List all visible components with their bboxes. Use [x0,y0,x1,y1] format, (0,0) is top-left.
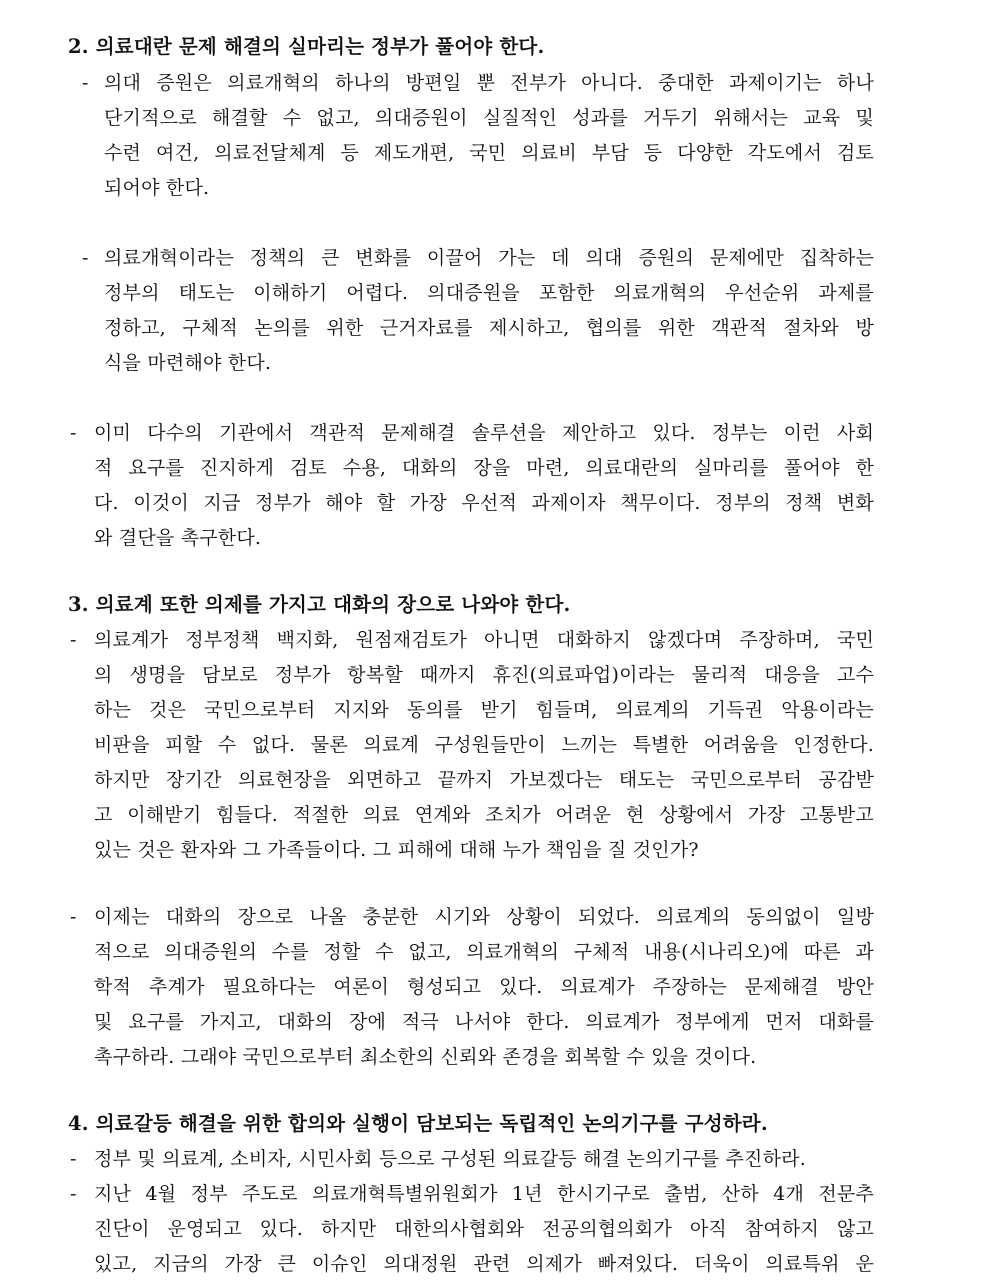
s2-p3-line-4: 와 결단을 촉구한다. [94,527,262,549]
bullet-dash: - [70,906,77,928]
s2-p3-line-1: 이미 다수의 기관에서 객관적 문제해결 솔루션을 제안하고 있다. 정부는 이런 사회 [94,422,874,444]
s2-p2-line-4: 식을 마련해야 한다. [104,352,272,374]
s2-p2-line-1: 의료개혁이라는 정책의 큰 변화를 이끌어 가는 데 의대 증원의 문제에만 집착하는 [104,247,874,269]
bullet-dash: - [82,72,89,94]
s3-p2-line-2: 적으로 의대증원의 수를 정할 수 없고, 의료개혁의 구체적 내용(시나리오)에 따른 과 [94,941,874,963]
s3-p1-line-5: 하지만 장기간 의료현장을 외면하고 끝까지 가보겠다는 태도는 국민으로부터 공감받 [94,769,874,791]
s2-p1-line-4: 되어야 한다. [104,177,210,199]
s3-p2-line-1: 이제는 대화의 장으로 나올 충분한 시기와 상황이 되었다. 의료계의 동의없이 일방 [94,906,874,928]
bullet-dash: - [70,1183,77,1205]
s2-p3-line-3: 다. 이것이 지금 정부가 해야 할 가장 우선적 과제이자 책무이다. 정부의 정책 변화 [94,492,874,514]
bullet-dash: - [70,1148,77,1170]
s3-p1-line-4: 비판을 피할 수 없다. 물론 의료계 구성원들만이 느끼는 특별한 어려움을 인정한다. [94,734,874,756]
s2-p1-line-2: 단기적으로 해결할 수 없고, 의대증원이 실질적인 성과를 거두기 위해서는 교육 및 [104,107,874,129]
s4-p2-line-1: 지난 4월 정부 주도로 의료개혁특별위원회가 1년 한시기구로 출범, 산하 4개 전문추 [94,1183,874,1205]
s2-p2-line-2: 정부의 태도는 이해하기 어렵다. 의대증원을 포함한 의료개혁의 우선순위 과제를 [104,282,874,304]
s2-p2-line-3: 정하고, 구체적 논의를 위한 근거자료를 제시하고, 협의를 위한 객관적 절차와 방 [104,317,874,339]
section-2-heading: 2. 의료대란 문제 해결의 실마리는 정부가 풀어야 한다. [68,35,545,58]
s4-p1-line-1: 정부 및 의료계, 소비자, 시민사회 등으로 구성된 의료갈등 해결 논의기구를 추진하라. [94,1148,806,1170]
s3-p1-line-6: 고 이해받기 힘들다. 적절한 의료 연계와 조치가 어려운 현 상황에서 가장 고통받고 [94,804,874,826]
s3-p1-line-1: 의료계가 정부정책 백지화, 원점재검토가 아니면 대화하지 않겠다며 주장하며, 국민 [94,629,874,651]
s3-p1-line-2: 의 생명을 담보로 정부가 항복할 때까지 휴진(의료파업)이라는 물리적 대응을 고수 [94,664,874,686]
s4-p2-line-3: 있고, 지금의 가장 큰 이슈인 의대정원 관련 의제가 빠져있다. 더욱이 의료특위 운 [94,1253,874,1275]
s2-p1-line-3: 수련 여건, 의료전달체계 등 제도개편, 국민 의료비 부담 등 다양한 각도에서 검토 [104,142,874,164]
bullet-dash: - [82,247,89,269]
s3-p2-line-4: 및 요구를 가지고, 대화의 장에 적극 나서야 한다. 의료계가 정부에게 먼저 대화를 [94,1011,874,1033]
s3-p1-line-7: 있는 것은 환자와 그 가족들이다. 그 피해에 대해 누가 책임을 질 것인가? [94,839,699,861]
s2-p1-line-1: 의대 증원은 의료개혁의 하나의 방편일 뿐 전부가 아니다. 중대한 과제이기는 하나 [104,72,874,94]
section-3-heading: 3. 의료계 또한 의제를 가지고 대화의 장으로 나와야 한다. [68,593,571,616]
s3-p2-line-5: 촉구하라. 그래야 국민으로부터 최소한의 신뢰와 존경을 회복할 수 있을 것이다. [94,1046,757,1068]
s3-p1-line-3: 하는 것은 국민으로부터 지지와 동의를 받기 힘들며, 의료계의 기득권 악용이라는 [94,699,874,721]
bullet-dash: - [70,629,77,651]
s3-p2-line-3: 학적 추계가 필요하다는 여론이 형성되고 있다. 의료계가 주장하는 문제해결 방안 [94,976,874,998]
s2-p3-line-2: 적 요구를 진지하게 검토 수용, 대화의 장을 마련, 의료대란의 실마리를 풀어야 한 [94,457,874,479]
section-4-heading: 4. 의료갈등 해결을 위한 합의와 실행이 담보되는 독립적인 논의기구를 구성하라. [68,1112,768,1135]
s4-p2-line-2: 진단이 운영되고 있다. 하지만 대한의사협회와 전공의협의회가 아직 참여하지 않고 [94,1218,874,1240]
bullet-dash: - [70,422,77,444]
